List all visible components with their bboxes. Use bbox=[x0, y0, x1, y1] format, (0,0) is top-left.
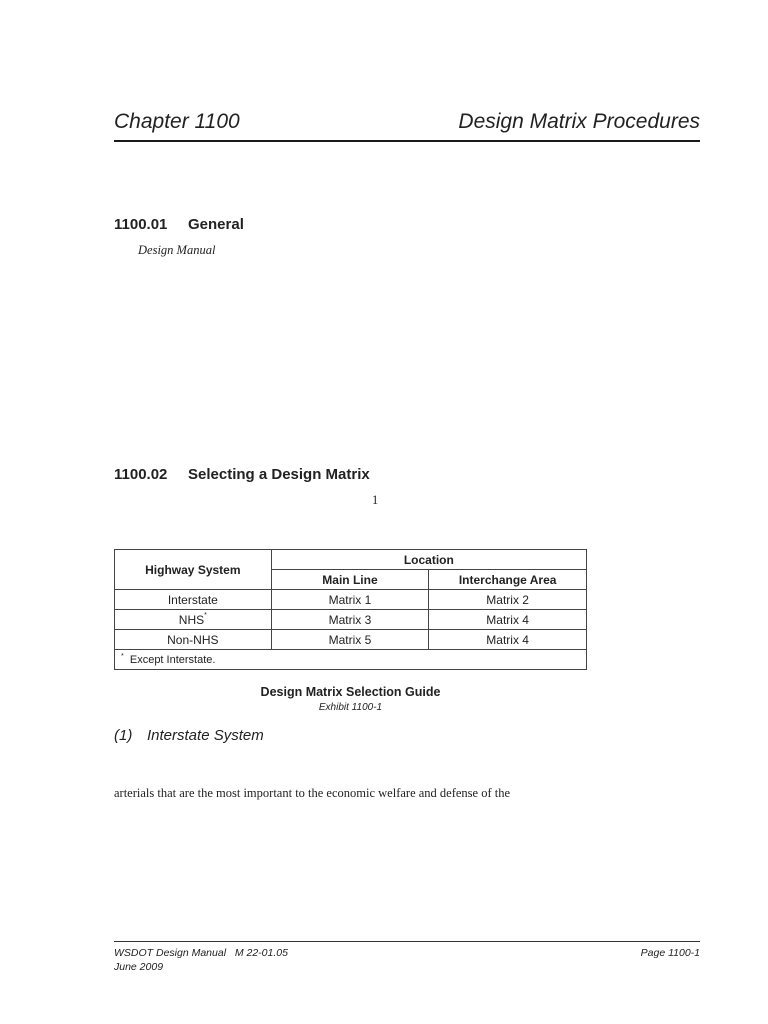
exhibit-number: Exhibit 1100-1 bbox=[318, 702, 383, 713]
selecting-body-fragment: 1 bbox=[372, 493, 379, 507]
footer-manual bbox=[114, 947, 288, 959]
system-label: NHS bbox=[178, 612, 205, 627]
footer-manual-title: WSDOT Design Manual bbox=[114, 947, 227, 959]
cell-main-line: Matrix 1 bbox=[271, 590, 429, 610]
subsection-number: (1) bbox=[114, 727, 133, 744]
section-heading-selecting bbox=[114, 466, 370, 483]
footer-page-number: Page 1100-1 bbox=[640, 947, 700, 959]
footer-manual-number: M 22-01.05 bbox=[234, 947, 288, 959]
section-number: 1100.01 bbox=[114, 216, 168, 233]
section-number: 1100.02 bbox=[114, 466, 168, 483]
cell-main-line: Matrix 5 bbox=[271, 630, 429, 650]
cell-system: Interstate bbox=[115, 590, 272, 610]
table-header-row bbox=[115, 550, 587, 570]
cell-system bbox=[115, 610, 272, 630]
subsection-body-fragment: arterials that are the most important to the economic welfare and defense of the bbox=[114, 786, 511, 800]
exhibit-title: Design Matrix Selection Guide bbox=[260, 685, 441, 699]
cell-system: Non-NHS bbox=[115, 630, 272, 650]
design-matrix-table bbox=[114, 549, 587, 670]
header-highway-system: Highway System bbox=[115, 550, 272, 590]
table-row bbox=[115, 610, 587, 630]
subsection-heading bbox=[114, 727, 264, 744]
header-interchange-area: Interchange Area bbox=[429, 570, 587, 590]
section-title: General bbox=[188, 216, 244, 233]
footnote-marker: * bbox=[204, 611, 207, 619]
table-row bbox=[115, 630, 587, 650]
cell-interchange: Matrix 4 bbox=[429, 610, 587, 630]
general-body-fragment: Design Manual bbox=[138, 243, 216, 257]
chapter-title: Design Matrix Procedures bbox=[458, 110, 700, 133]
footer-rule bbox=[114, 941, 700, 942]
footer-date: June 2009 bbox=[114, 961, 164, 973]
header-location: Location bbox=[271, 550, 586, 570]
chapter-number: Chapter 1100 bbox=[114, 110, 240, 133]
section-heading-general bbox=[114, 216, 244, 233]
cell-interchange: Matrix 2 bbox=[429, 590, 587, 610]
table-footnote bbox=[115, 650, 587, 670]
section-title: Selecting a Design Matrix bbox=[188, 466, 370, 483]
footnote-text: Except Interstate. bbox=[129, 653, 216, 666]
cell-interchange: Matrix 4 bbox=[429, 630, 587, 650]
table-footnote-row bbox=[115, 650, 587, 670]
table-row bbox=[115, 590, 587, 610]
footnote-marker: * bbox=[121, 652, 124, 660]
header-main-line: Main Line bbox=[271, 570, 429, 590]
chapter-header bbox=[114, 108, 700, 142]
subsection-title: Interstate System bbox=[147, 727, 264, 744]
cell-main-line: Matrix 3 bbox=[271, 610, 429, 630]
